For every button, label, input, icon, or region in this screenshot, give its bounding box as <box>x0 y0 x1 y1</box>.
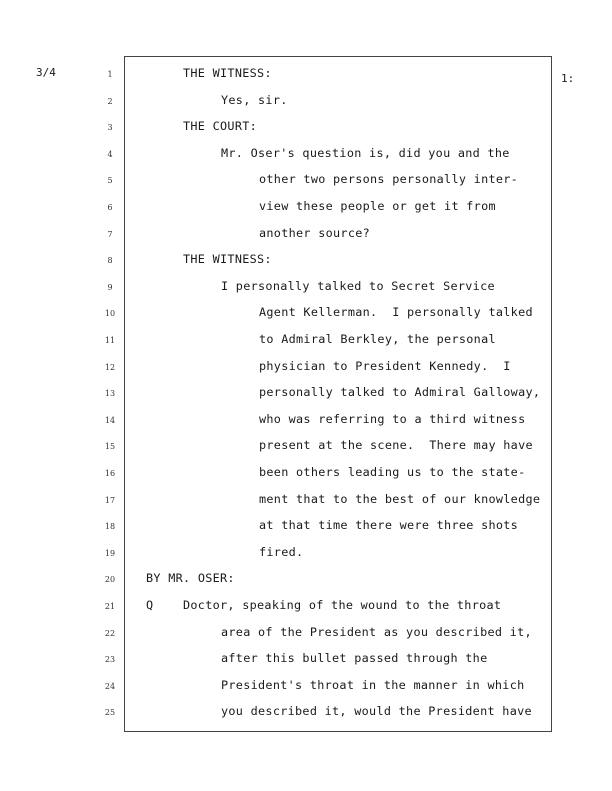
line-text: THE WITNESS: <box>183 66 272 80</box>
line-text: personally talked to Admiral Galloway, <box>259 385 541 400</box>
transcript-line <box>0 357 612 377</box>
line-text: Agent Kellerman. I personally talked <box>259 305 533 320</box>
line-text: physician to President Kennedy. I <box>259 358 511 373</box>
line-number: 22 <box>104 628 116 638</box>
transcript-line <box>0 490 612 510</box>
line-number: 11 <box>104 336 116 345</box>
line-text: BY MR. OSER: <box>146 571 235 586</box>
transcript-line <box>0 383 612 403</box>
page-mark-left: 3/4 <box>36 66 56 79</box>
transcript-line <box>0 702 612 722</box>
line-text: another source? <box>259 225 371 240</box>
line-number: 20 <box>104 575 116 585</box>
line-text: THE WITNESS: <box>183 252 272 267</box>
line-text: Doctor, speaking of the wound to the throat <box>183 598 502 612</box>
line-text: other two persons personally inter- <box>259 172 519 187</box>
transcript-line <box>0 64 612 84</box>
transcript-line <box>0 144 612 164</box>
line-text: President's throat in the manner in which <box>221 677 525 692</box>
transcript-line <box>0 197 612 217</box>
line-number: 3 <box>107 123 113 133</box>
line-text: THE COURT: <box>183 119 258 134</box>
line-number: 16 <box>104 469 116 478</box>
line-number: 9 <box>107 282 113 292</box>
line-number: 5 <box>107 176 113 186</box>
line-text: area of the President as you described it, <box>221 624 532 639</box>
line-text: who was referring to a third witness <box>259 411 526 426</box>
line-number: 1 <box>107 70 113 79</box>
transcript-line <box>0 410 612 430</box>
line-text: Yes, sir. <box>221 92 288 107</box>
transcript-line <box>0 303 612 323</box>
line-number: 17 <box>104 495 116 505</box>
line-number: 7 <box>107 229 113 239</box>
line-number: 23 <box>104 655 116 665</box>
transcript-line <box>0 463 612 483</box>
line-text: Mr. Oser's question is, did you and the <box>221 145 510 160</box>
transcript-line <box>0 649 612 669</box>
transcript-line <box>0 170 612 190</box>
transcript-line <box>0 330 612 350</box>
line-number: 19 <box>104 548 116 558</box>
line-text: ment that to the best of our knowledge <box>259 491 541 506</box>
transcript-line <box>0 543 612 563</box>
line-text: I personally talked to Secret Service <box>221 278 495 293</box>
transcript-line <box>0 436 612 456</box>
line-number: 12 <box>104 362 116 372</box>
transcript-line <box>0 623 612 643</box>
transcript-line <box>0 277 612 297</box>
transcript-line <box>0 117 612 137</box>
line-number: 21 <box>104 602 116 611</box>
line-number: 14 <box>104 415 116 425</box>
line-text: view these people or get it from <box>259 199 496 213</box>
page-mark-right: 1: <box>561 72 575 85</box>
line-number: 10 <box>104 309 116 319</box>
line-text: been others leading us to the state- <box>259 465 526 479</box>
line-number: 6 <box>107 203 113 212</box>
line-number: 13 <box>104 389 116 399</box>
line-text: to Admiral Berkley, the personal <box>259 332 496 346</box>
transcript-line <box>0 596 612 616</box>
line-number: 25 <box>104 708 116 718</box>
transcript-line <box>0 676 612 696</box>
line-number: 8 <box>107 256 113 266</box>
line-text: you described it, would the President have <box>221 704 532 719</box>
transcript-line <box>0 250 612 270</box>
line-number: 2 <box>107 96 113 106</box>
line-text: after this bullet passed through the <box>221 651 488 666</box>
line-text: present at the scene. There may have <box>259 438 533 453</box>
question-marker: Q <box>146 598 154 612</box>
line-number: 24 <box>104 681 116 691</box>
line-number: 18 <box>104 522 116 532</box>
line-number: 15 <box>104 442 116 452</box>
transcript-line <box>0 569 612 589</box>
line-text: fired. <box>259 544 304 559</box>
transcript-line <box>0 516 612 536</box>
transcript-line <box>0 224 612 244</box>
line-text: at that time there were three shots <box>259 518 519 533</box>
line-number: 4 <box>107 149 113 159</box>
transcript-line <box>0 91 612 111</box>
